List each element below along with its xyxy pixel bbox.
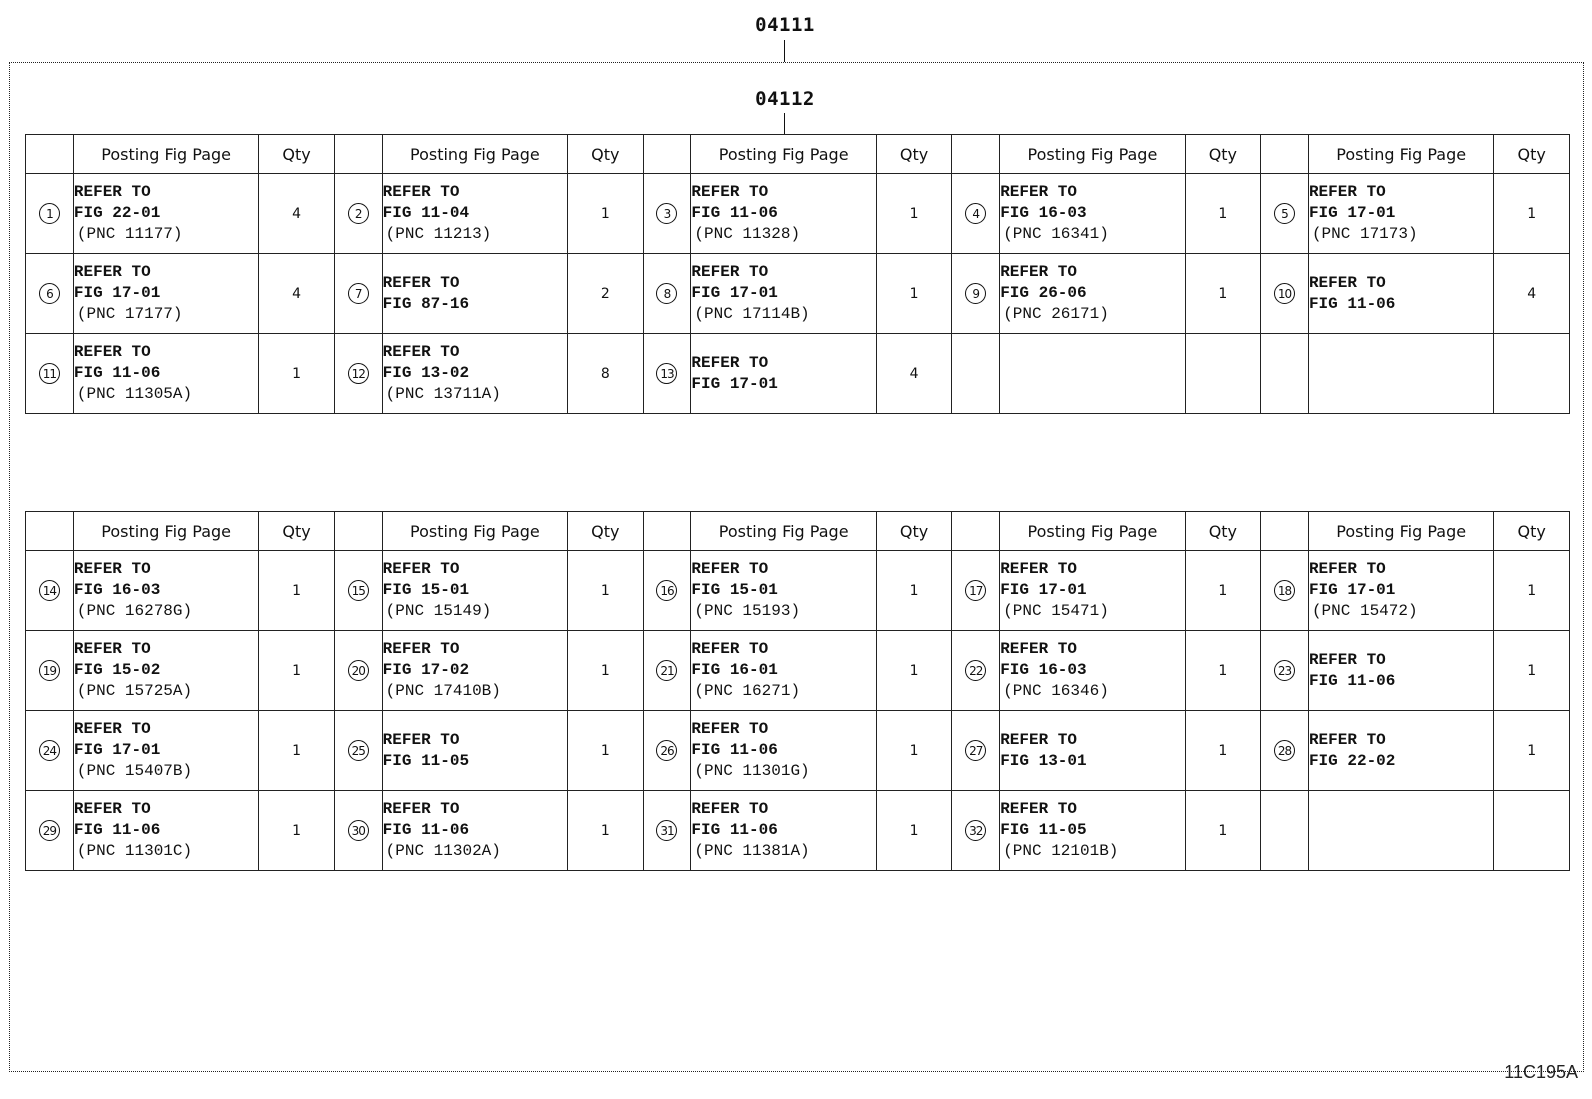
posting-fig-page-cell xyxy=(73,254,258,334)
item-number-cell xyxy=(1261,334,1309,414)
refer-text: REFER TO xyxy=(691,640,769,658)
qty-cell: 1 xyxy=(568,631,643,711)
qty-cell: 1 xyxy=(259,334,334,414)
posting-fig-page-cell xyxy=(1000,791,1185,871)
fig-reference: FIG 17-01 xyxy=(1308,204,1396,222)
header-row xyxy=(26,512,1570,551)
header-posting-fig-page: Posting Fig Page xyxy=(73,135,258,174)
header-index-cell xyxy=(643,512,691,551)
item-number-cell xyxy=(643,631,691,711)
fig-reference: FIG 22-02 xyxy=(1308,751,1396,770)
item-number-cell xyxy=(334,551,382,631)
reference-table-upper xyxy=(25,134,1570,414)
posting-fig-page-cell xyxy=(382,711,567,791)
fig-reference: FIG 11-04 xyxy=(382,204,470,222)
item-number-cell xyxy=(952,711,1000,791)
fig-reference: FIG 26-06 xyxy=(1000,284,1087,302)
item-number-cell xyxy=(1261,551,1309,631)
table-row xyxy=(26,631,1570,711)
item-number-circle: 14 xyxy=(39,580,60,601)
refer-text: REFER TO xyxy=(1000,730,1077,749)
qty-cell: 4 xyxy=(1494,254,1570,334)
header-posting-fig-page: Posting Fig Page xyxy=(1000,135,1185,174)
fig-reference: FIG 87-16 xyxy=(382,294,470,313)
refer-text: REFER TO xyxy=(1000,800,1077,818)
pnc-reference: (PNC 11305A) xyxy=(76,385,193,403)
posting-fig-page-cell xyxy=(691,711,876,791)
posting-fig-page-cell xyxy=(691,334,876,414)
qty-cell: 1 xyxy=(259,711,334,791)
item-number-circle: 31 xyxy=(656,820,677,841)
pnc-reference: (PNC 13711A) xyxy=(385,385,501,403)
item-number-cell xyxy=(952,174,1000,254)
header-index-cell xyxy=(1261,512,1309,551)
refer-text: REFER TO xyxy=(1000,183,1077,201)
pnc-reference: (PNC 16341) xyxy=(1003,225,1109,243)
qty-cell: 1 xyxy=(1185,174,1260,254)
table-row xyxy=(26,254,1570,334)
item-number-cell xyxy=(643,174,691,254)
refer-text: REFER TO xyxy=(1000,640,1077,658)
refer-text: REFER TO xyxy=(1308,183,1386,201)
header-qty: Qty xyxy=(259,512,334,551)
fig-reference: FIG 11-06 xyxy=(382,821,470,839)
refer-text: REFER TO xyxy=(73,560,151,578)
header-posting-fig-page: Posting Fig Page xyxy=(691,512,876,551)
item-number-cell xyxy=(334,254,382,334)
pnc-reference: (PNC 11301C) xyxy=(76,842,193,860)
refer-text: REFER TO xyxy=(73,800,151,818)
header-posting-fig-page: Posting Fig Page xyxy=(691,135,876,174)
item-number-circle: 30 xyxy=(348,820,369,841)
qty-cell xyxy=(1494,791,1570,871)
refer-text: REFER TO xyxy=(73,720,151,738)
pnc-reference: (PNC 17173) xyxy=(1311,225,1418,243)
fig-reference: FIG 11-06 xyxy=(1308,671,1396,690)
header-qty: Qty xyxy=(876,512,951,551)
qty-cell xyxy=(1494,334,1570,414)
table-row xyxy=(26,334,1570,414)
fig-reference: FIG 17-01 xyxy=(73,741,161,759)
item-number-cell xyxy=(26,174,74,254)
header-index-cell xyxy=(952,135,1000,174)
item-number-cell xyxy=(1261,791,1309,871)
item-number-cell xyxy=(334,631,382,711)
qty-cell: 8 xyxy=(568,334,643,414)
refer-text: REFER TO xyxy=(382,343,460,361)
qty-cell: 1 xyxy=(876,254,951,334)
item-number-circle: 27 xyxy=(965,740,986,761)
pnc-reference: (PNC 17114B) xyxy=(694,305,810,323)
qty-cell: 1 xyxy=(259,791,334,871)
item-number-cell xyxy=(952,551,1000,631)
qty-cell xyxy=(1185,334,1260,414)
item-number-circle: 15 xyxy=(348,580,369,601)
qty-cell: 1 xyxy=(1494,551,1570,631)
fig-reference: FIG 11-06 xyxy=(691,821,778,839)
header-index-cell xyxy=(334,135,382,174)
fig-reference: FIG 17-01 xyxy=(1000,581,1087,599)
refer-text: REFER TO xyxy=(1308,650,1386,669)
item-number-cell xyxy=(952,791,1000,871)
pnc-reference: (PNC 16271) xyxy=(694,682,801,700)
header-posting-fig-page: Posting Fig Page xyxy=(1308,512,1493,551)
refer-text: REFER TO xyxy=(382,640,460,658)
item-number-cell xyxy=(1261,711,1309,791)
qty-cell: 1 xyxy=(259,631,334,711)
item-number-cell xyxy=(952,631,1000,711)
qty-cell: 1 xyxy=(1494,711,1570,791)
pnc-reference: (PNC 17177) xyxy=(76,305,183,323)
pnc-reference: (PNC 26171) xyxy=(1003,305,1109,323)
qty-cell: 2 xyxy=(568,254,643,334)
item-number-circle: 8 xyxy=(656,283,677,304)
fig-reference: FIG 11-06 xyxy=(691,741,778,759)
item-number-cell xyxy=(1261,174,1309,254)
pnc-reference: (PNC 11301G) xyxy=(694,762,810,780)
qty-cell: 1 xyxy=(568,174,643,254)
item-number-cell xyxy=(26,631,74,711)
qty-cell: 1 xyxy=(876,711,951,791)
posting-fig-page-cell xyxy=(1308,174,1493,254)
refer-text: REFER TO xyxy=(1000,263,1077,281)
posting-fig-page-cell xyxy=(1000,631,1185,711)
qty-cell: 1 xyxy=(876,791,951,871)
refer-text: REFER TO xyxy=(691,560,769,578)
header-row xyxy=(26,135,1570,174)
header-qty: Qty xyxy=(1494,512,1570,551)
posting-fig-page-cell xyxy=(382,334,567,414)
qty-cell: 1 xyxy=(1185,254,1260,334)
header-index-cell xyxy=(952,512,1000,551)
header-qty: Qty xyxy=(876,135,951,174)
pnc-reference: (PNC 11381A) xyxy=(694,842,810,860)
item-number-circle: 23 xyxy=(1274,660,1295,681)
refer-text: REFER TO xyxy=(691,263,769,281)
posting-fig-page-cell xyxy=(73,334,258,414)
qty-cell: 1 xyxy=(1185,791,1260,871)
header-qty: Qty xyxy=(1185,135,1260,174)
refer-text: REFER TO xyxy=(691,720,769,738)
item-number-cell xyxy=(26,791,74,871)
assembly-label-04111: 04111 xyxy=(755,14,815,36)
item-number-cell xyxy=(643,334,691,414)
header-posting-fig-page: Posting Fig Page xyxy=(382,135,567,174)
item-number-cell xyxy=(26,551,74,631)
figure-code: 11C195A xyxy=(1504,1062,1578,1082)
pnc-reference: (PNC 12101B) xyxy=(1003,842,1119,860)
fig-reference: FIG 17-01 xyxy=(691,374,778,393)
pnc-reference: (PNC 15193) xyxy=(694,602,801,620)
item-number-cell xyxy=(643,551,691,631)
item-number-circle: 18 xyxy=(1274,580,1295,601)
qty-cell: 1 xyxy=(1494,174,1570,254)
item-number-circle: 19 xyxy=(39,660,60,681)
item-number-circle: 1 xyxy=(39,203,60,224)
table-row xyxy=(26,711,1570,791)
posting-fig-page-cell xyxy=(691,551,876,631)
refer-text: REFER TO xyxy=(73,183,151,201)
refer-text: REFER TO xyxy=(1308,730,1386,749)
item-number-circle: 12 xyxy=(348,363,369,384)
refer-text: REFER TO xyxy=(382,800,460,818)
posting-fig-page-cell xyxy=(1308,254,1493,334)
reference-table-lower xyxy=(25,511,1570,871)
qty-cell: 1 xyxy=(1185,711,1260,791)
header-qty: Qty xyxy=(568,512,643,551)
refer-text: REFER TO xyxy=(691,353,769,372)
item-number-circle: 29 xyxy=(39,820,60,841)
pnc-reference: (PNC 11177) xyxy=(76,225,183,243)
item-number-cell xyxy=(26,711,74,791)
fig-reference: FIG 11-06 xyxy=(73,364,161,382)
header-posting-fig-page: Posting Fig Page xyxy=(1308,135,1493,174)
table-row xyxy=(26,551,1570,631)
posting-fig-page-cell xyxy=(691,631,876,711)
refer-text: REFER TO xyxy=(382,560,460,578)
fig-reference: FIG 13-01 xyxy=(1000,751,1087,770)
qty-cell: 1 xyxy=(876,174,951,254)
pnc-reference: (PNC 11213) xyxy=(385,225,492,243)
qty-cell: 1 xyxy=(1185,551,1260,631)
posting-fig-page-cell xyxy=(382,551,567,631)
posting-fig-page-cell xyxy=(691,254,876,334)
item-number-cell xyxy=(26,334,74,414)
fig-reference: FIG 17-02 xyxy=(382,661,470,679)
refer-text: REFER TO xyxy=(73,343,151,361)
pnc-reference: (PNC 17410B) xyxy=(385,682,501,700)
item-number-circle: 13 xyxy=(656,363,677,384)
pnc-reference: (PNC 11302A) xyxy=(385,842,501,860)
item-number-cell xyxy=(1261,631,1309,711)
posting-fig-page-cell xyxy=(73,791,258,871)
qty-cell: 1 xyxy=(568,791,643,871)
posting-fig-page-cell xyxy=(382,791,567,871)
item-number-circle: 11 xyxy=(39,363,60,384)
leader-line-04112 xyxy=(784,113,785,135)
refer-text: REFER TO xyxy=(1308,560,1386,578)
posting-fig-page-cell xyxy=(1000,711,1185,791)
refer-text: REFER TO xyxy=(1000,560,1077,578)
item-number-circle: 10 xyxy=(1274,283,1295,304)
posting-fig-page-cell xyxy=(1308,711,1493,791)
item-number-circle: 21 xyxy=(656,660,677,681)
refer-text: REFER TO xyxy=(691,800,769,818)
header-index-cell xyxy=(26,135,74,174)
posting-fig-page-cell xyxy=(1308,791,1493,871)
item-number-cell xyxy=(952,254,1000,334)
header-index-cell xyxy=(26,512,74,551)
posting-fig-page-cell xyxy=(1000,334,1185,414)
item-number-cell xyxy=(334,334,382,414)
item-number-cell xyxy=(643,254,691,334)
pnc-reference: (PNC 11328) xyxy=(694,225,801,243)
refer-text: REFER TO xyxy=(382,730,460,749)
table-row xyxy=(26,791,1570,871)
fig-reference: FIG 16-03 xyxy=(1000,204,1087,222)
item-number-cell xyxy=(643,791,691,871)
pnc-reference: (PNC 15472) xyxy=(1311,602,1418,620)
item-number-circle: 25 xyxy=(348,740,369,761)
pnc-reference: (PNC 15471) xyxy=(1003,602,1109,620)
table-row xyxy=(26,174,1570,254)
item-number-cell xyxy=(643,711,691,791)
posting-fig-page-cell xyxy=(1308,334,1493,414)
item-number-circle: 4 xyxy=(965,203,986,224)
fig-reference: FIG 11-06 xyxy=(1308,294,1396,313)
item-number-circle: 9 xyxy=(965,283,986,304)
fig-reference: FIG 11-05 xyxy=(382,751,470,770)
posting-fig-page-cell xyxy=(73,551,258,631)
posting-fig-page-cell xyxy=(382,174,567,254)
header-qty: Qty xyxy=(1494,135,1570,174)
qty-cell: 1 xyxy=(568,551,643,631)
posting-fig-page-cell xyxy=(1308,551,1493,631)
header-posting-fig-page: Posting Fig Page xyxy=(73,512,258,551)
qty-cell: 4 xyxy=(259,254,334,334)
fig-reference: FIG 17-01 xyxy=(1308,581,1396,599)
posting-fig-page-cell xyxy=(1000,551,1185,631)
qty-cell: 1 xyxy=(568,711,643,791)
item-number-circle: 2 xyxy=(348,203,369,224)
item-number-circle: 26 xyxy=(656,740,677,761)
refer-text: REFER TO xyxy=(691,183,769,201)
fig-reference: FIG 11-05 xyxy=(1000,821,1087,839)
fig-reference: FIG 17-01 xyxy=(691,284,778,302)
qty-cell: 1 xyxy=(876,551,951,631)
item-number-circle: 6 xyxy=(39,283,60,304)
fig-reference: FIG 13-02 xyxy=(382,364,470,382)
posting-fig-page-cell xyxy=(73,174,258,254)
item-number-circle: 17 xyxy=(965,580,986,601)
item-number-cell xyxy=(334,174,382,254)
fig-reference: FIG 16-01 xyxy=(691,661,778,679)
fig-reference: FIG 15-01 xyxy=(691,581,778,599)
fig-reference: FIG 11-06 xyxy=(73,821,161,839)
assembly-label-04112: 04112 xyxy=(755,88,815,110)
posting-fig-page-cell xyxy=(691,791,876,871)
leader-line-04111 xyxy=(784,40,785,62)
posting-fig-page-cell xyxy=(1000,174,1185,254)
header-qty: Qty xyxy=(1185,512,1260,551)
item-number-circle: 5 xyxy=(1274,203,1295,224)
header-index-cell xyxy=(1261,135,1309,174)
header-index-cell xyxy=(643,135,691,174)
item-number-circle: 3 xyxy=(656,203,677,224)
fig-reference: FIG 15-02 xyxy=(73,661,161,679)
posting-fig-page-cell xyxy=(382,254,567,334)
item-number-cell xyxy=(26,254,74,334)
posting-fig-page-cell xyxy=(73,711,258,791)
item-number-cell xyxy=(334,791,382,871)
posting-fig-page-cell xyxy=(73,631,258,711)
header-qty: Qty xyxy=(259,135,334,174)
item-number-cell xyxy=(334,711,382,791)
fig-reference: FIG 16-03 xyxy=(1000,661,1087,679)
item-number-circle: 20 xyxy=(348,660,369,681)
refer-text: REFER TO xyxy=(382,183,460,201)
pnc-reference: (PNC 15725A) xyxy=(76,682,193,700)
header-posting-fig-page: Posting Fig Page xyxy=(1000,512,1185,551)
posting-fig-page-cell xyxy=(691,174,876,254)
item-number-circle: 28 xyxy=(1274,740,1295,761)
posting-fig-page-cell xyxy=(382,631,567,711)
fig-reference: FIG 22-01 xyxy=(73,204,161,222)
refer-text: REFER TO xyxy=(73,640,151,658)
header-qty: Qty xyxy=(568,135,643,174)
item-number-cell xyxy=(1261,254,1309,334)
fig-reference: FIG 15-01 xyxy=(382,581,470,599)
item-number-cell xyxy=(952,334,1000,414)
refer-text: REFER TO xyxy=(1308,273,1386,292)
item-number-circle: 32 xyxy=(965,820,986,841)
header-index-cell xyxy=(334,512,382,551)
fig-reference: FIG 16-03 xyxy=(73,581,161,599)
refer-text: REFER TO xyxy=(382,273,460,292)
qty-cell: 1 xyxy=(876,631,951,711)
qty-cell: 1 xyxy=(259,551,334,631)
posting-fig-page-cell xyxy=(1308,631,1493,711)
item-number-circle: 16 xyxy=(656,580,677,601)
item-number-circle: 22 xyxy=(965,660,986,681)
refer-text: REFER TO xyxy=(73,263,151,281)
header-posting-fig-page: Posting Fig Page xyxy=(382,512,567,551)
qty-cell: 1 xyxy=(1494,631,1570,711)
pnc-reference: (PNC 16278G) xyxy=(76,602,193,620)
qty-cell: 1 xyxy=(1185,631,1260,711)
posting-fig-page-cell xyxy=(1000,254,1185,334)
pnc-reference: (PNC 15149) xyxy=(385,602,492,620)
item-number-circle: 7 xyxy=(348,283,369,304)
pnc-reference: (PNC 15407B) xyxy=(76,762,193,780)
item-number-circle: 24 xyxy=(39,740,60,761)
fig-reference: FIG 17-01 xyxy=(73,284,161,302)
pnc-reference: (PNC 16346) xyxy=(1003,682,1109,700)
fig-reference: FIG 11-06 xyxy=(691,204,778,222)
qty-cell: 4 xyxy=(876,334,951,414)
qty-cell: 4 xyxy=(259,174,334,254)
